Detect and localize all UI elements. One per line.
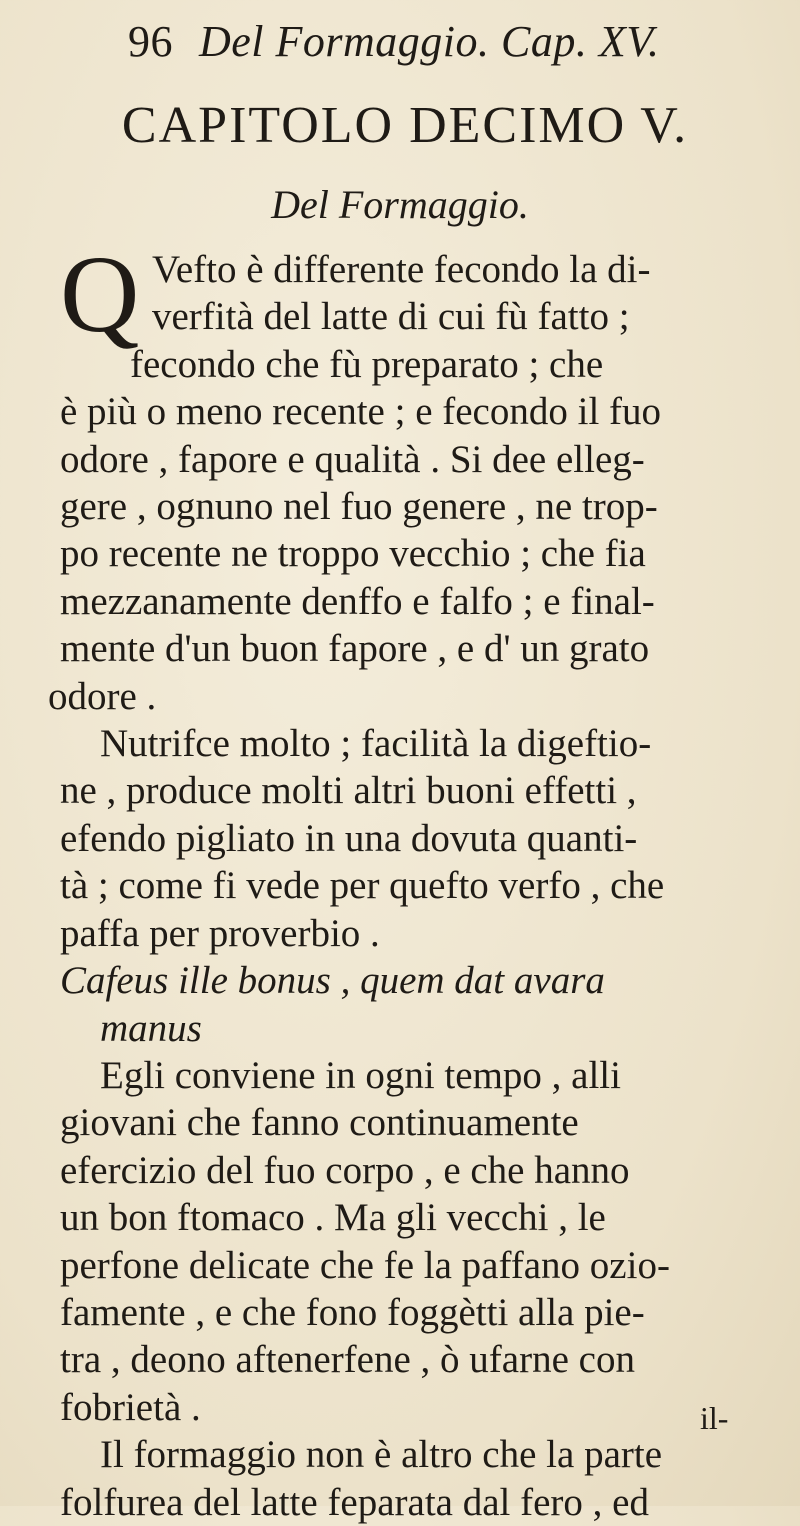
text-line: gere , ognuno nel fuo genere , ne trop- bbox=[60, 485, 658, 529]
body-text bbox=[48, 233, 780, 1526]
chapter-title: CAPITOLO DECIMO V. bbox=[121, 97, 689, 154]
text-line: verfità del latte di cui fù fatto ; bbox=[152, 295, 630, 339]
drop-cap: Q bbox=[60, 233, 140, 355]
running-head-title: Del Formaggio. Cap. XV. bbox=[199, 17, 660, 66]
text-line: Egli conviene in ogni tempo , alli bbox=[100, 1053, 621, 1097]
text-line: mente d'un buon fapore , e d' un grato bbox=[60, 627, 650, 671]
text-line: famente , e che fono foggètti alla pie- bbox=[60, 1290, 645, 1334]
page-number: 96 bbox=[128, 17, 173, 66]
text-line: fecondo che fù preparato ; che bbox=[130, 342, 604, 386]
paragraph-4 bbox=[60, 1431, 780, 1526]
text-line: po recente ne troppo vecchio ; che fia bbox=[60, 532, 646, 576]
text-line: Vefto è differente fecondo la di- bbox=[152, 248, 651, 291]
text-line: odore . bbox=[48, 674, 157, 718]
proverb bbox=[60, 957, 780, 1052]
text-line: tra , deono aftenerfene , ò ufarne con bbox=[60, 1338, 635, 1382]
text-line: odore , fapore e qualità . Si dee elleg- bbox=[60, 437, 645, 481]
text-line: folfurea del latte feparata dal fero , ed bbox=[60, 1480, 649, 1524]
running-head bbox=[128, 16, 768, 67]
text-line: tà ; come fi vede per quefto verfo , che bbox=[60, 864, 665, 908]
text-line: efercizio del fuo corpo , e che hanno bbox=[60, 1148, 630, 1192]
text-line: Cafeus ille bonus , quem dat avara bbox=[60, 959, 605, 1003]
text-line: perfone delicate che fe la paffano ozio- bbox=[60, 1243, 670, 1287]
text-line: efendo pigliato in una dovuta quanti- bbox=[60, 816, 638, 860]
paragraph-2 bbox=[60, 720, 780, 957]
text-line: un bon ftomaco . Ma gli vecchi , le bbox=[60, 1196, 606, 1240]
text-line: manus bbox=[100, 1006, 202, 1050]
text-line: Il formaggio non è altro che la parte bbox=[100, 1433, 663, 1477]
paragraph-1 bbox=[48, 233, 780, 720]
text-line: paffa per proverbio . bbox=[60, 911, 380, 955]
text-line: Nutrifce molto ; facilità la digeftio- bbox=[100, 722, 652, 766]
text-line: ne , produce molti altri buoni effetti , bbox=[60, 769, 637, 813]
text-line: mezzanamente denffo e falfo ; e final- bbox=[60, 579, 655, 623]
text-line: è più o meno recente ; e fecondo il fuo bbox=[60, 390, 662, 434]
catchword: il- bbox=[700, 1400, 729, 1436]
chapter-subtitle: Del Formaggio. bbox=[271, 182, 529, 227]
text-line: fobrietà . bbox=[60, 1385, 201, 1429]
text-line: giovani che fanno continuamente bbox=[60, 1101, 579, 1145]
paragraph-3 bbox=[60, 1052, 780, 1431]
